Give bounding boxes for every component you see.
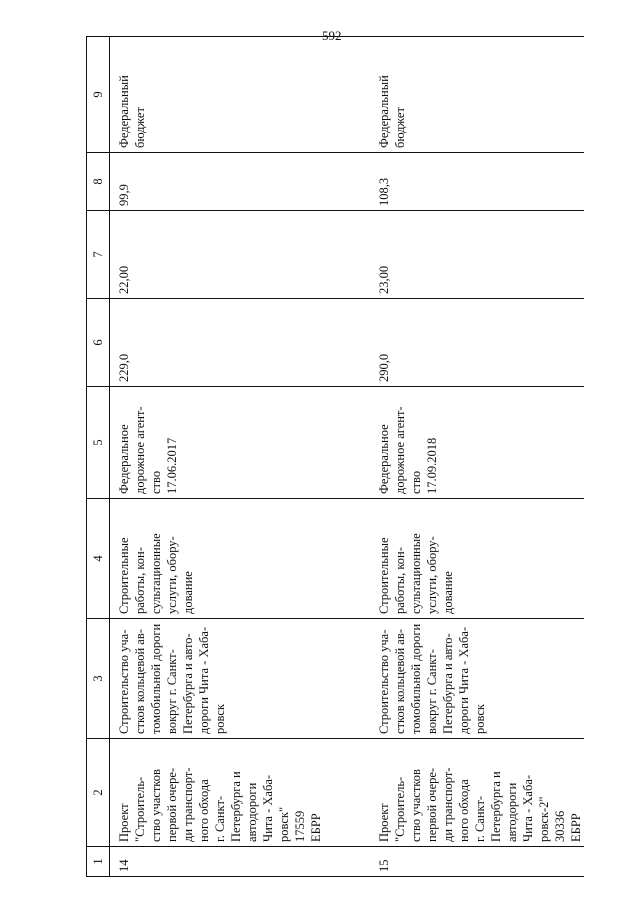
- column-header: 2: [87, 739, 110, 847]
- executing-agency: Федеральное дорожное агент- ство 17.06.2017: [110, 387, 325, 499]
- value-col8: 99,9: [110, 153, 325, 211]
- value-col8: 108,3: [324, 153, 584, 211]
- funding-source: Федеральный бюджет: [324, 37, 584, 153]
- row-number: 15: [324, 847, 584, 877]
- column-header: 5: [87, 387, 110, 499]
- column-header: 3: [87, 619, 110, 739]
- project-description: Строительство уча- стков кольцевой ав- томобильной дороги вокруг г. Санкт- Петербурга и авто- дороги Чита - Хаба- ровск: [324, 619, 584, 739]
- column-header: 4: [87, 499, 110, 619]
- projects-table: [86, 36, 584, 877]
- column-header: 9: [87, 37, 110, 153]
- value-col7: 22,00: [110, 211, 325, 299]
- row-number: 14: [110, 847, 325, 877]
- column-header: 1: [87, 847, 110, 877]
- column-header: 8: [87, 153, 110, 211]
- works-type: Строительные работы, кон- сультационные услуги, обору- дование: [110, 499, 325, 619]
- value-col6: 290,0: [324, 299, 584, 387]
- table-row: [110, 37, 325, 877]
- column-header: 6: [87, 299, 110, 387]
- works-type: Строительные работы, кон- сультационные услуги, обору- дование: [324, 499, 584, 619]
- value-col7: 23,00: [324, 211, 584, 299]
- funding-source: Федеральный бюджет: [110, 37, 325, 153]
- project-name: Проект "Строитель- ство участков первой очере- ди транспорт- ного обхода г. Санкт- Петербурга и автодороги Чита - Хаба- ровск" 17559 ЕБРР: [110, 739, 325, 847]
- table-header-row: [87, 37, 110, 877]
- column-header: 7: [87, 211, 110, 299]
- table-row: [324, 37, 584, 877]
- project-description: Строительство уча- стков кольцевой ав- томобильной дороги вокруг г. Санкт- Петербурга и авто- дороги Чита - Хаба- ровск: [110, 619, 325, 739]
- executing-agency: Федеральное дорожное агент- ство 17.09.2018: [324, 387, 584, 499]
- project-name: Проект "Строитель- ство участков первой очере- ди транспорт- ного обхода г. Санкт- Петербурга и автодороги Чита - Хаба- ровск-2" 30336 ЕБРР: [324, 739, 584, 847]
- value-col6: 229,0: [110, 299, 325, 387]
- rotated-table-container: [86, 37, 583, 877]
- page-number: 592: [322, 28, 342, 43]
